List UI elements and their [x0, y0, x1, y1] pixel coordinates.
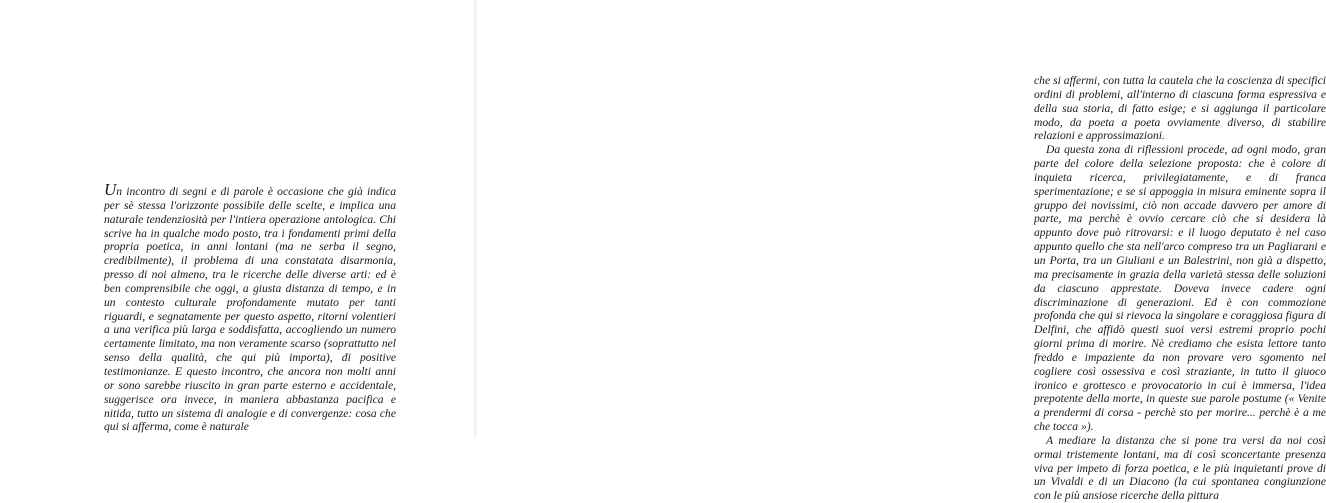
right-page-text	[1034, 74, 1326, 503]
drop-cap-initial: U	[104, 180, 117, 199]
right-paragraph-3: A mediare la distanza che si pone tra versi da noi così ormai tristemente lontani, ma di così sconcertante presenza viva per impeto di forza poetica, e le più inquietanti prove di un Vivaldi e di un Diacono (la cui spontanea congiunzione con le più ansiose ricerche della pittura	[1034, 433, 1326, 503]
right-paragraph-2: Da questa zona di riflessioni procede, ad ogni modo, gran parte del colore della selezione proposta: che è colore di inquieta ricerca, privilegiatamente, e di franca sperimentazione; e se si appoggia in misura eminente sopra il gruppo dei novissimi, ciò non accade davvero per amore di parte, ma perchè è ovvio cercare ciò che si desidera là appunto dove può ritrovarsi: e il luogo deputato è nel caso appunto quello che sta nell'arco compreso tra un Pagliarani e un Porta, tra un Giuliani e un Balestrini, non già a dispetto, ma precisamente in grazia della varietà stessa delle soluzioni da ciascuno apprestate. Doveva invece cadere ogni discriminazione di generazioni. Ed è con commozione profonda che qui si rievoca la singolare e coraggiosa figura di Delfini, che affidò questi suoi versi estremi proprio pochi giorni prima di morire. Nè crediamo che esista lettore tanto freddo e impaziente da non provare vero sgomento nel cogliere così ossessiva e così straziante, in tutto il giuoco ironico e grottesco e provocatorio in cui è immersa, l'idea prepotente della morte, in queste sue parole postume (« Venite a prendermi di corsa - perchè sto per morire... perchè è a me che tocca »).	[1034, 143, 1326, 434]
left-paragraph-body: n incontro di segni e di parole è occasione che già indica per sè stessa l'orizzonte possibile delle scelte, e implica una naturale tendenziosità per l'intiera operazione antologica. Chi scrive ha in qualche modo posto, tra i fondamenti primi della propria poetica, in anni lontani (ma ne serba il segno, credibilmente), il problema di una constatata disarmonia, presso di noi almeno, tra le ricerche delle diverse arti: ed è ben comprensibile che oggi, a giusta distanza di tempo, e in un contesto culturale profondamente mutato per tanti riguardi, e segnatamente per questo aspetto, ritorni volentieri a una verifica più larga e soddisfatta, accogliendo un numero certamente limitato, ma non veramente scarso (soprattutto nel senso della qualità, che qui più importa), di positive testimonianze. E questo incontro, che ancora non molti anni or sono sarebbe riuscito in gran parte esterno e accidentale, suggerisce ora invece, in maniera abbastanza pacifica e nitida, tutto un sistema di analogie e di convergenze: cosa che qui si afferma, come è naturale	[104, 185, 396, 434]
right-paragraph-1: che si affermi, con tutta la cautela che la coscienza di specifici ordini di problemi, all'interno di ciascuna forma espressiva e della sua storia, di fatto esige; e si aggiunga il particolare modo, da poeta a poeta ovviamente diverso, di stabilire relazioni e approssimazioni.	[1034, 74, 1326, 143]
left-paragraph	[104, 180, 396, 434]
right-page	[477, 0, 1326, 503]
left-page	[0, 0, 474, 437]
left-page-text	[104, 180, 396, 434]
